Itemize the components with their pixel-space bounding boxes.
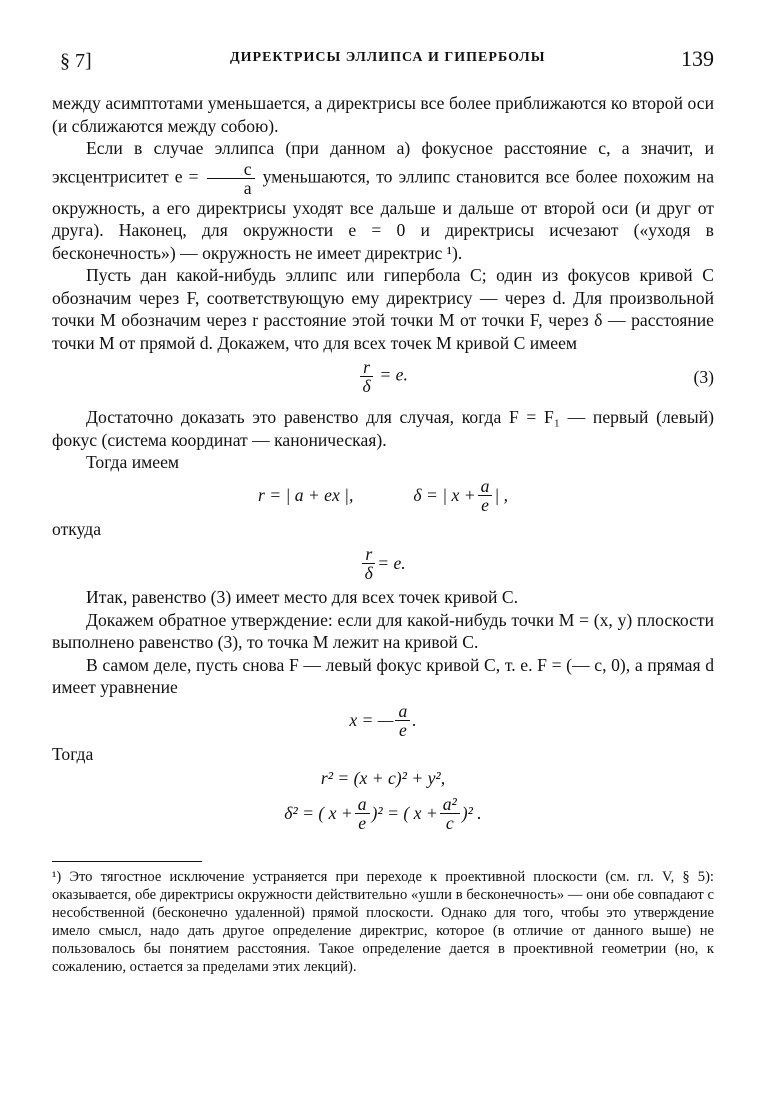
section-number: § 7]	[60, 50, 92, 72]
page-body	[52, 92, 714, 976]
paragraph-8: Докажем обратное утверждение: если для какой-нибудь точки M = (x, y) плоскости выполнено равенство (3), то точка M лежит на кривой C.	[52, 609, 714, 652]
equation-3: $\frac{r}{\delta}$ = e. (3)	[52, 358, 714, 406]
running-title: ДИРЕКТРИСЫ ЭЛЛИПСА И ГИПЕРБОЛЫ	[230, 50, 546, 65]
paragraph-6: откуда	[52, 518, 102, 539]
page-number: 139	[681, 46, 714, 71]
eccentricity-fraction: $\frac{c}{a}$	[207, 160, 255, 197]
paragraph-5: Тогда имеем	[86, 452, 180, 472]
footnote-divider	[52, 861, 202, 862]
r-squared-formula: r² = (x + c)² + y²,	[320, 767, 446, 788]
paragraph-2: Если в случае эллипса (при данном a) фокусное расстояние c, а значит, и эксцентриситет e = $\frac{c}{a}$ уменьшаются, то эллипс становится все более похожим на окружность, а его директрисы уходят все дальше и дальше от второй оси (и друг от друга). Наконец, для окружности e = 0 и директрисы исчезают («уходя в бесконечность») — окружность не имеет директрис ¹).	[52, 138, 714, 263]
paragraph-9: В самом деле, пусть снова F — левый фокус кривой C, т. е. F = (— c, 0), а прямая d имеет уравнение	[52, 654, 714, 697]
equation-number: (3)	[693, 367, 714, 387]
distance-formulas: r = | a + ex |, δ = | x + $\frac{a}{e}$ | ,	[257, 476, 509, 515]
book-page	[52, 40, 714, 991]
paragraph-10: Тогда	[52, 743, 94, 764]
paragraph-3: Пусть дан какой-нибудь эллипс или гипербола C; один из фокусов кривой C обозначим через F, соответствующую ему директрису — через d. Для произвольной точки M обозначим через r расстояние этой точки M от точки F, через δ — расстояние точки M от прямой d. Докажем, что для всех точек M кривой C имеем	[52, 265, 714, 353]
paragraph-7: Итак, равенство (3) имеет место для всех точек кривой C.	[86, 587, 519, 607]
paragraph-1: между асимптотами уменьшается, а директрисы все более приближаются ко второй оси (и сближаются между собою).	[52, 93, 714, 136]
paragraph-4: Достаточно доказать это равенство для случая, когда F = F₁ — первый (левый) фокус (система координат — каноническая).	[52, 407, 714, 450]
ratio-formula: $\frac{r}{\delta}$ = e.	[52, 540, 714, 586]
directrix-equation: x = — $\frac{a}{e}$ .	[349, 701, 417, 740]
delta-squared-formula: δ² = ( x + $\frac{a}{e}$ )² = ( x + $\frac{\text{a²}}{c}$ )² .	[284, 793, 482, 833]
footnote: ¹) Это тягостное исключение устраняется при переходе к проективной плоскости (см. гл. V, § 5): оказывается, обе директрисы окружности действительно «ушли в бесконечность» — они обе совпадают с несобственной (бесконечно удаленной) прямой плоскости. Однако для того, чтобы это утверждение имело смысл, надо дать другое определение директрис, которое (в отличие от данного выше) не пользовалось бы понятием расстояния. Такое определение дается в проективной геометрии (но, к сожалению, остается за пределами этих лекций).	[52, 869, 714, 975]
page-header	[52, 40, 714, 78]
